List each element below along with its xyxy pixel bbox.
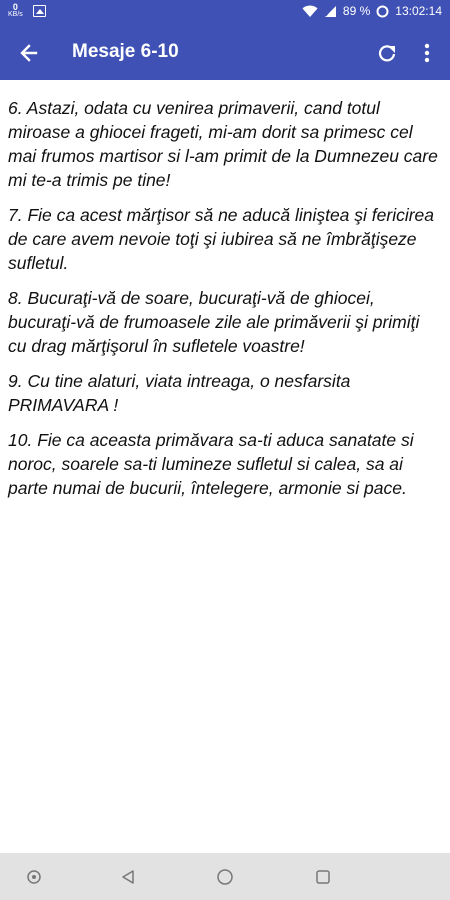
recents-button[interactable] xyxy=(309,863,337,891)
message-item: 9. Cu tine alaturi, viata intreaga, o nesfarsita PRIMAVARA ! xyxy=(8,371,351,415)
app-bar xyxy=(0,26,450,80)
message-item: 6. Astazi, odata cu venirea primaverii, cand totul miroase a ghiocei frageti, mi-am dorit sa primesc cel mai frumos martisor si l-am primit de la Dumnezeu care mi te-a trimis pe tine! xyxy=(8,98,438,190)
arrow-left-icon xyxy=(19,43,39,63)
network-speed-unit: KB/s xyxy=(8,11,23,18)
message-item: 7. Fie ca acest mărţisor să ne aducă liniştea şi fericirea de care avem nevoie toţi şi iubirea să ne îmbrăţişeze sufletul. xyxy=(8,205,435,273)
home-icon xyxy=(216,868,234,886)
refresh-button[interactable] xyxy=(370,36,404,70)
more-options-button[interactable] xyxy=(412,36,442,70)
message-item: 8. Bucuraţi-vă de soare, bucuraţi-vă de ghiocei, bucuraţi-vă de frumoasele zile ale primăverii şi primiţi cu drag mărţişorul în sufletele voastre! xyxy=(8,288,420,356)
more-vert-icon xyxy=(424,43,430,63)
nav-back-icon xyxy=(120,869,136,885)
assist-button[interactable] xyxy=(20,863,48,891)
home-button[interactable] xyxy=(211,863,239,891)
assist-icon xyxy=(26,869,42,885)
clock: 13:02:14 xyxy=(395,4,442,18)
image-notification-icon xyxy=(33,5,46,17)
battery-icon xyxy=(376,5,389,18)
message-item: 10. Fie ca aceasta primăvara sa-ti aduca sanatate si noroc, soarele sa-ti lumineze sufletul si calea, sa ai parte numai de bucurii, întelegere, armonie si pace. xyxy=(8,430,414,498)
system-nav-bar xyxy=(0,853,450,900)
back-button[interactable] xyxy=(12,36,46,70)
network-speed-value: 0 xyxy=(12,2,18,12)
page-title: Mesaje 6-10 xyxy=(72,41,179,62)
network-speed xyxy=(8,3,23,19)
wifi-icon xyxy=(302,5,318,18)
battery-percent: 89 % xyxy=(342,4,371,18)
nav-back-button[interactable] xyxy=(114,863,142,891)
recents-icon xyxy=(315,869,331,885)
status-bar xyxy=(0,0,450,26)
messages-list xyxy=(8,96,438,511)
signal-icon xyxy=(324,5,337,18)
refresh-icon xyxy=(377,43,397,63)
